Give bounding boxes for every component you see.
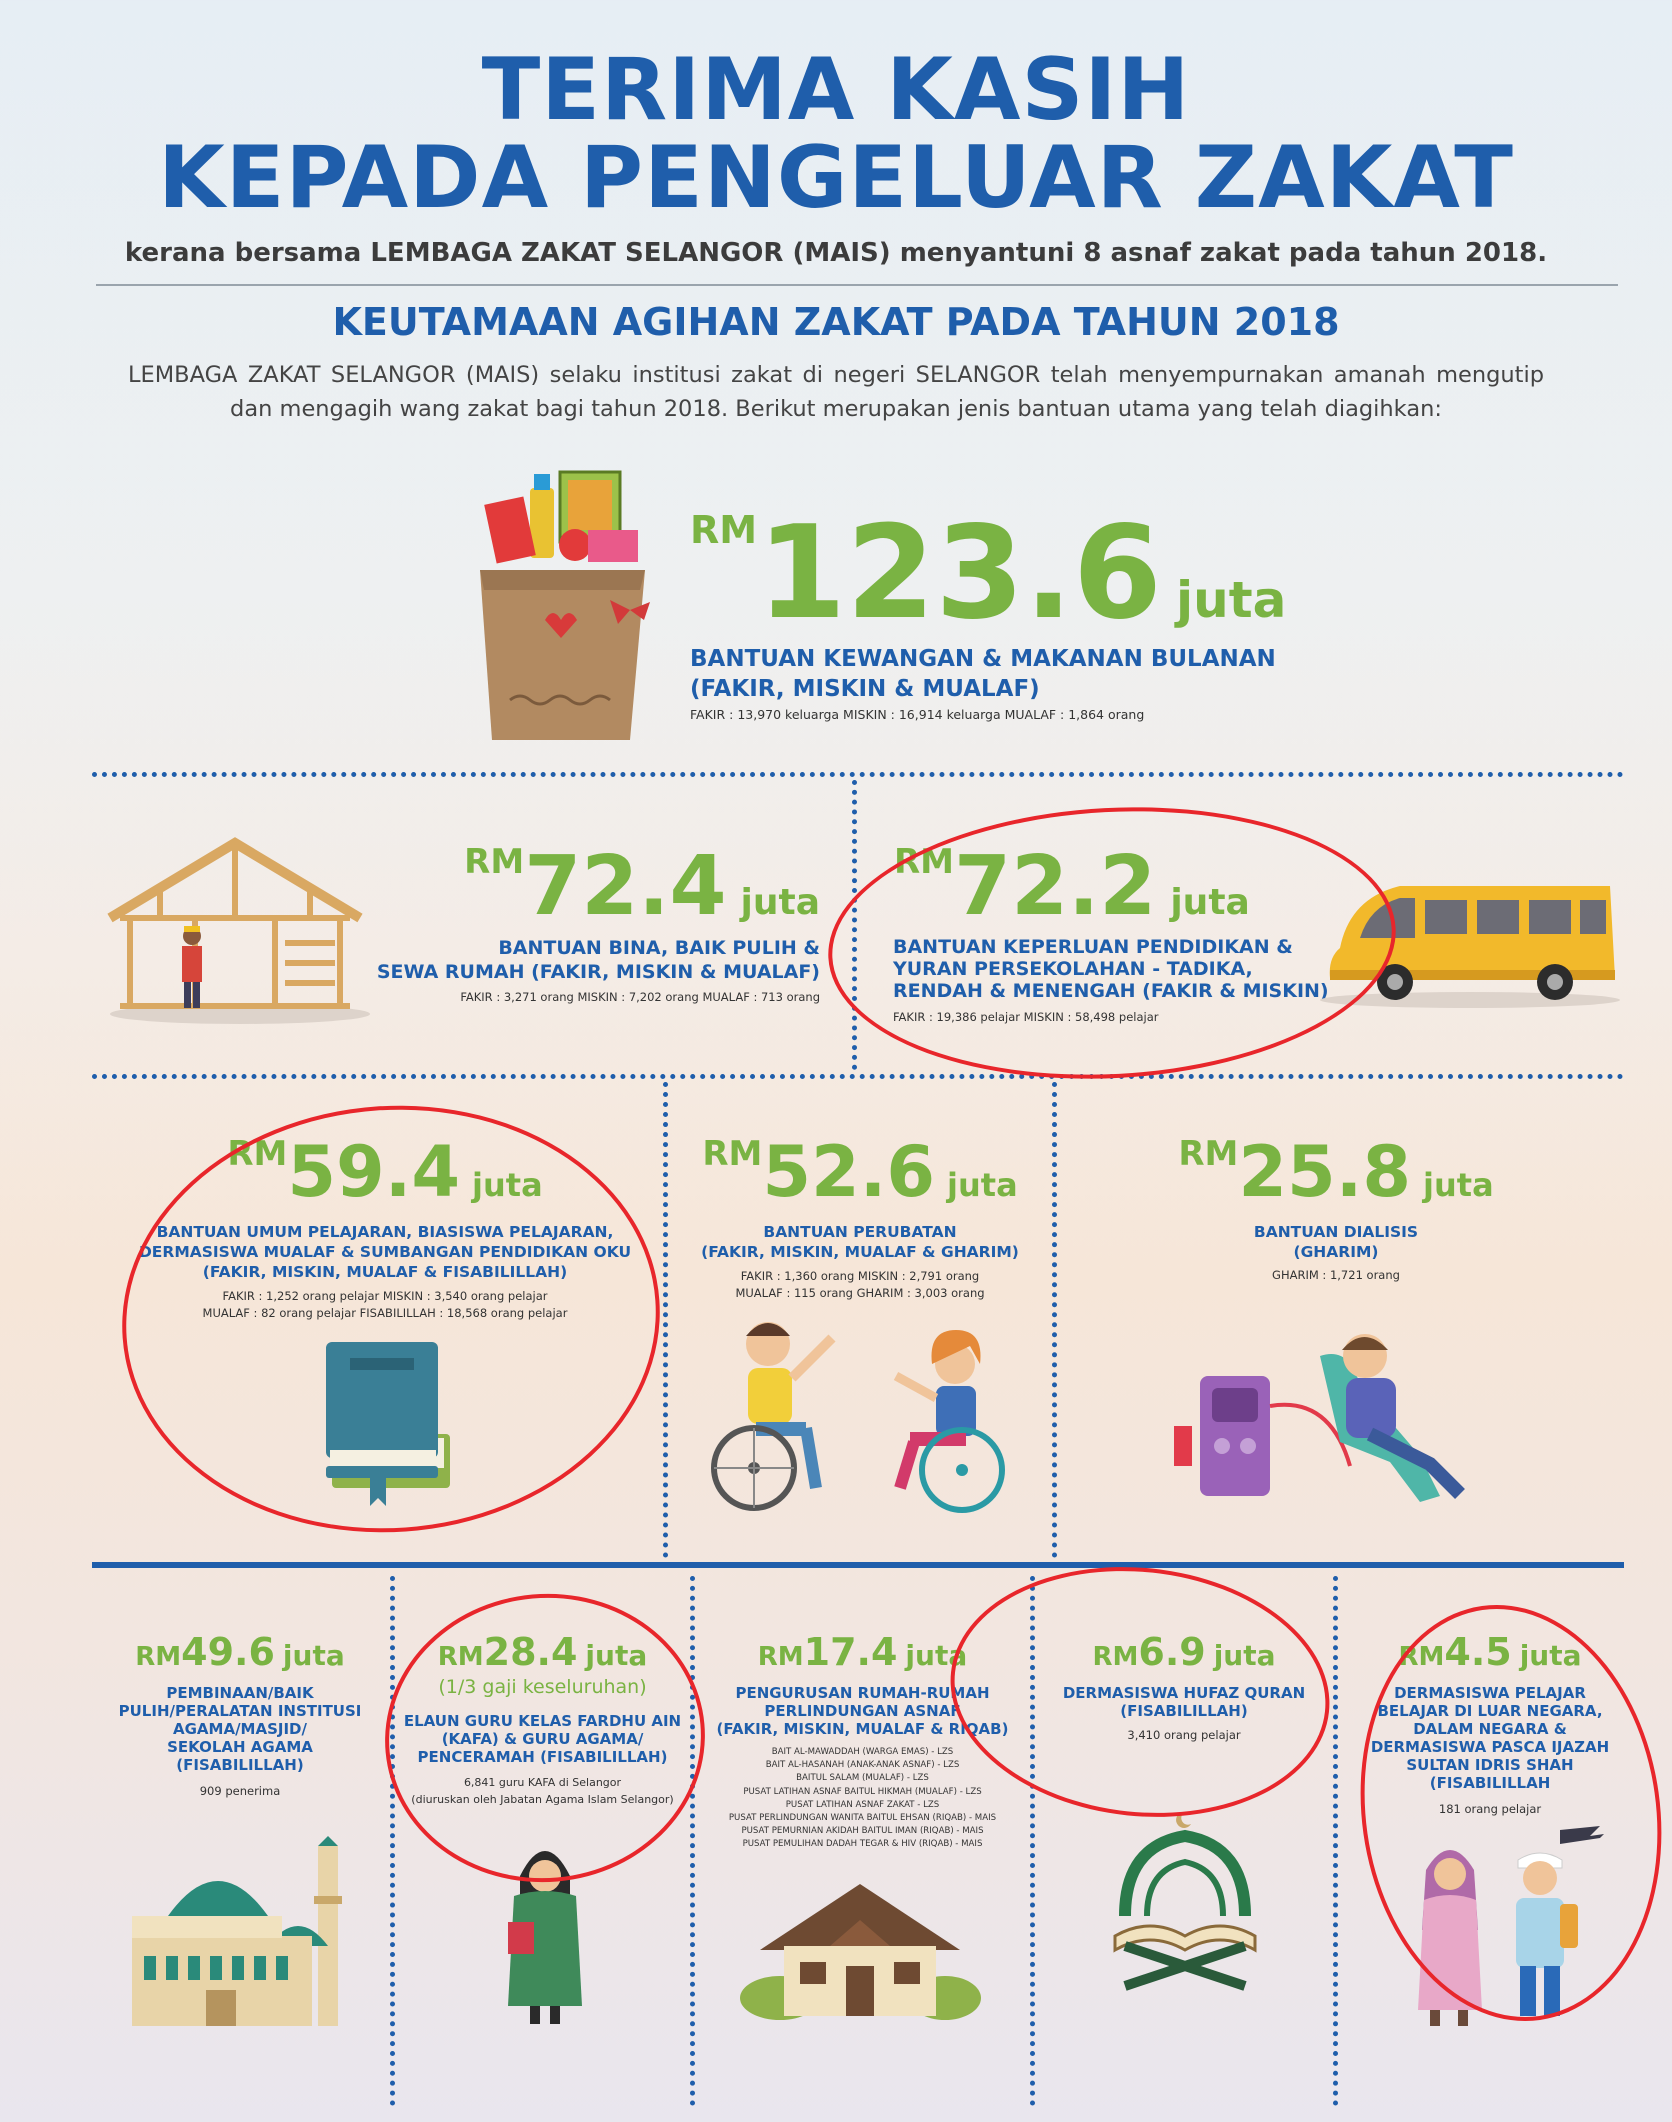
students-icon	[1410, 1820, 1610, 2030]
unit-label: juta	[1423, 1166, 1494, 1204]
amount-value: 49.6	[181, 1630, 275, 1674]
amount-pelajaran	[120, 1131, 650, 1213]
detail-luar-negara: 181 orang pelajar	[1438, 1802, 1542, 1816]
amount-value: 25.8	[1238, 1131, 1412, 1213]
title-kewangan	[690, 644, 1276, 704]
unit-label: juta	[472, 1166, 543, 1204]
title-line: AGAMA/MASJID/	[173, 1720, 307, 1738]
list-item: BAITUL SALAM (MUALAF) - LZS	[796, 1773, 929, 1784]
amount-perubatan	[680, 1131, 1040, 1213]
currency-label: RM	[135, 1642, 182, 1672]
title-line: (FISABILILLAH)	[1120, 1702, 1248, 1720]
currency-label: RM	[1178, 1134, 1239, 1174]
section-separator	[92, 1562, 1624, 1568]
grocery-bag-icon	[470, 460, 670, 750]
title-line: PEMBINAAN/BAIK	[166, 1684, 314, 1702]
amount-pendidikan	[894, 839, 1250, 934]
title-line: ELAUN GURU KELAS FARDHU AIN	[403, 1712, 682, 1730]
title-pelajaran	[110, 1222, 660, 1282]
dotted-separator	[663, 1082, 668, 1558]
currency-label: RM	[437, 1642, 484, 1672]
amount-value: 123.6	[757, 499, 1162, 648]
title-line: SULTAN IDRIS SHAH	[1406, 1756, 1574, 1774]
currency-label: RM	[1092, 1642, 1139, 1672]
detail-line: MUALAF : 115 orang GHARIM : 3,003 orang	[735, 1286, 985, 1300]
dotted-separator	[390, 1576, 395, 2106]
mosque-icon	[128, 1836, 368, 2036]
amount-perlindungan	[700, 1630, 1025, 1674]
title-perubatan	[680, 1222, 1040, 1262]
wheelchair-users-icon	[710, 1318, 1020, 1518]
title-line: (FAKIR, MISKIN, MUALAF & GHARIM)	[701, 1243, 1019, 1261]
title-line: PENGURUSAN RUMAH-RUMAH	[735, 1684, 990, 1702]
dotted-separator	[852, 780, 857, 1070]
detail-line: 6,841 guru KAFA di Selangor	[463, 1776, 622, 1789]
title-line: YURAN PERSEKOLAHAN - TADIKA,	[893, 958, 1253, 980]
amount-kewangan	[690, 499, 1287, 648]
title-line: PERLINDUNGAN ASNAF	[764, 1702, 961, 1720]
currency-label: RM	[690, 508, 758, 552]
amount-dialisis	[1066, 1131, 1606, 1213]
detail-perubatan	[680, 1268, 1040, 1302]
amount-kafa	[400, 1630, 685, 1674]
title-line: BANTUAN PERUBATAN	[763, 1223, 957, 1241]
detail-line: FAKIR : 1,360 orang MISKIN : 2,791 orang	[740, 1269, 980, 1283]
title-line: (KAFA) & GURU AGAMA/	[441, 1730, 644, 1748]
currency-label: RM	[894, 842, 955, 882]
amount-value: 4.5	[1444, 1630, 1512, 1674]
title-hufaz	[1040, 1684, 1328, 1720]
quran-icon	[1085, 1806, 1285, 2006]
title-line: DERMASISWA MUALAF & SUMBANGAN PENDIDIKAN OKU	[138, 1243, 632, 1261]
title-line: (FAKIR, MISKIN, MUALAF & RIQAB)	[716, 1720, 1009, 1738]
list-perlindungan	[700, 1746, 1025, 1852]
currency-label: RM	[464, 842, 525, 882]
unit-label: juta	[905, 1639, 968, 1672]
divider	[96, 284, 1618, 286]
currency-label: RM	[702, 1134, 763, 1174]
title-line: DERMASISWA PASCA IJAZAH	[1370, 1738, 1610, 1756]
title-line: RENDAH & MENENGAH (FAKIR & MISKIN)	[893, 980, 1329, 1002]
list-item: PUSAT LATIHAN ASNAF ZAKAT - LZS	[785, 1799, 940, 1810]
detail-dialisis: GHARIM : 1,721 orang	[1272, 1268, 1400, 1282]
title-line: PENCERAMAH (FISABILILLAH)	[417, 1748, 668, 1766]
intro-text: LEMBAGA ZAKAT SELANGOR (MAIS) selaku institusi zakat di negeri SELANGOR telah menyempurnakan amanah mengutip dan mengagih wang zakat bagi tahun 2018. Berikut merupakan jenis bantuan utama yang telah diagihkan:	[128, 362, 1544, 422]
detail-hufaz: 3,410 orang pelajar	[1127, 1728, 1241, 1742]
title-luar-negara	[1345, 1684, 1635, 1792]
detail-pendidikan: FAKIR : 19,386 pelajar MISKIN : 58,498 pelajar	[893, 1010, 1159, 1024]
dotted-separator	[1052, 1082, 1057, 1558]
title-line: DERMASISWA HUFAZ QURAN	[1062, 1684, 1306, 1702]
subtitle: kerana bersama LEMBAGA ZAKAT SELANGOR (MAIS) menyantuni 8 asnaf zakat pada tahun 2018.	[124, 238, 1548, 268]
title-line: SEWA RUMAH (FAKIR, MISKIN & MUALAF)	[376, 961, 820, 983]
title-line: BANTUAN KEWANGAN & MAKANAN BULANAN	[690, 646, 1276, 672]
main-title-line1: TERIMA KASIH	[481, 40, 1191, 140]
amount-value: 6.9	[1138, 1630, 1206, 1674]
unit-label: juta	[282, 1639, 345, 1672]
detail-line: (diuruskan oleh Jabatan Agama Islam Selangor)	[411, 1793, 674, 1806]
house-icon	[740, 1880, 980, 2020]
title-pendidikan	[893, 936, 1329, 1002]
amount-value: 52.6	[762, 1131, 936, 1213]
detail-rumah: FAKIR : 3,271 orang MISKIN : 7,202 orang MUALAF : 713 orang	[460, 990, 820, 1004]
detail-line: MUALAF : 82 orang pelajar FISABILILLAH : 18,568 orang pelajar	[202, 1306, 568, 1320]
amount-value: 28.4	[483, 1630, 578, 1674]
title-line: BANTUAN KEPERLUAN PENDIDIKAN &	[893, 936, 1293, 958]
title-institusi	[100, 1684, 380, 1774]
title-line: BANTUAN BINA, BAIK PULIH &	[498, 937, 820, 959]
list-item: PUSAT PEMURNIAN AKIDAH BAITUL IMAN (RIQAB) - MAIS	[741, 1826, 984, 1837]
list-item: BAIT AL-HASANAH (ANAK-ANAK ASNAF) - LZS	[765, 1760, 960, 1771]
unit-label: juta	[1519, 1639, 1582, 1672]
amount-rumah	[380, 839, 820, 934]
detail-kewangan: FAKIR : 13,970 keluarga MISKIN : 16,914 keluarga MUALAF : 1,864 orang	[690, 707, 1145, 722]
title-perlindungan	[700, 1684, 1025, 1738]
title-line: DALAM NEGARA &	[1413, 1720, 1567, 1738]
amount-value: 17.4	[803, 1630, 898, 1674]
detail-institusi: 909 penerima	[199, 1784, 281, 1798]
detail-kafa	[395, 1774, 690, 1808]
detail-pelajaran	[110, 1288, 660, 1322]
title-line: (FISABILILLAH)	[176, 1756, 304, 1774]
title-kafa	[395, 1712, 690, 1766]
note-kafa: (1/3 gaji keseluruhan)	[438, 1676, 647, 1698]
dotted-separator	[92, 1074, 1624, 1079]
amount-value: 59.4	[287, 1131, 461, 1213]
teacher-icon	[500, 1836, 590, 2026]
amount-luar-negara	[1345, 1630, 1635, 1674]
amount-value: 72.4	[524, 839, 727, 934]
title-rumah	[360, 936, 820, 984]
list-item: PUSAT PEMULIHAN DADAH TEGAR & HIV (RIQAB) - MAIS	[742, 1839, 983, 1850]
title-line: DERMASISWA PELAJAR	[1394, 1684, 1586, 1702]
title-line: BANTUAN UMUM PELAJARAN, BIASISWA PELAJARAN,	[156, 1223, 614, 1241]
unit-label: juta	[585, 1639, 648, 1672]
title-line: SEKOLAH AGAMA	[167, 1738, 313, 1756]
dotted-separator	[92, 772, 1624, 777]
list-item: BAIT AL-MAWADDAH (WARGA EMAS) - LZS	[771, 1747, 954, 1757]
list-item: PUSAT PERLINDUNGAN WANITA BAITUL EHSAN (RIQAB) - MAIS	[728, 1813, 997, 1824]
amount-value: 72.2	[954, 839, 1157, 934]
list-item: PUSAT LATIHAN ASNAF BAITUL HIKMAH (MUALAF) - LZS	[743, 1786, 982, 1797]
unit-label: juta	[1170, 882, 1250, 923]
title-line: (FAKIR, MISKIN & MUALAF)	[690, 676, 1040, 702]
currency-label: RM	[757, 1642, 804, 1672]
house-frame-icon	[100, 838, 370, 1028]
unit-label: juta	[1213, 1639, 1276, 1672]
title-line: (GHARIM)	[1293, 1243, 1379, 1261]
title-line: PULIH/PERALATAN INSTITUSI	[118, 1702, 362, 1720]
title-line: (FAKIR, MISKIN, MUALAF & FISABILILLAH)	[202, 1263, 568, 1281]
unit-label: juta	[740, 882, 820, 923]
title-line: BANTUAN DIALISIS	[1253, 1223, 1419, 1241]
title-dialisis	[1066, 1222, 1606, 1262]
unit-label: juta	[1175, 571, 1287, 629]
dotted-separator	[1333, 1576, 1338, 2106]
section-title: KEUTAMAAN AGIHAN ZAKAT PADA TAHUN 2018	[332, 300, 1340, 344]
school-van-icon	[1320, 878, 1620, 1008]
currency-label: RM	[227, 1134, 288, 1174]
currency-label: RM	[1398, 1642, 1445, 1672]
books-icon	[320, 1338, 460, 1508]
main-title-line2: KEPADA PENGELUAR ZAKAT	[158, 128, 1514, 228]
detail-line: FAKIR : 1,252 orang pelajar MISKIN : 3,540 orang pelajar	[222, 1289, 548, 1303]
unit-label: juta	[947, 1166, 1018, 1204]
dotted-separator	[1030, 1576, 1035, 2106]
dotted-separator	[690, 1576, 695, 2106]
amount-institusi	[100, 1630, 380, 1674]
amount-hufaz	[1040, 1630, 1328, 1674]
title-line: BELAJAR DI LUAR NEGARA,	[1377, 1702, 1603, 1720]
dialysis-icon	[1170, 1316, 1470, 1516]
title-line: (FISABILILLAH	[1429, 1774, 1551, 1792]
